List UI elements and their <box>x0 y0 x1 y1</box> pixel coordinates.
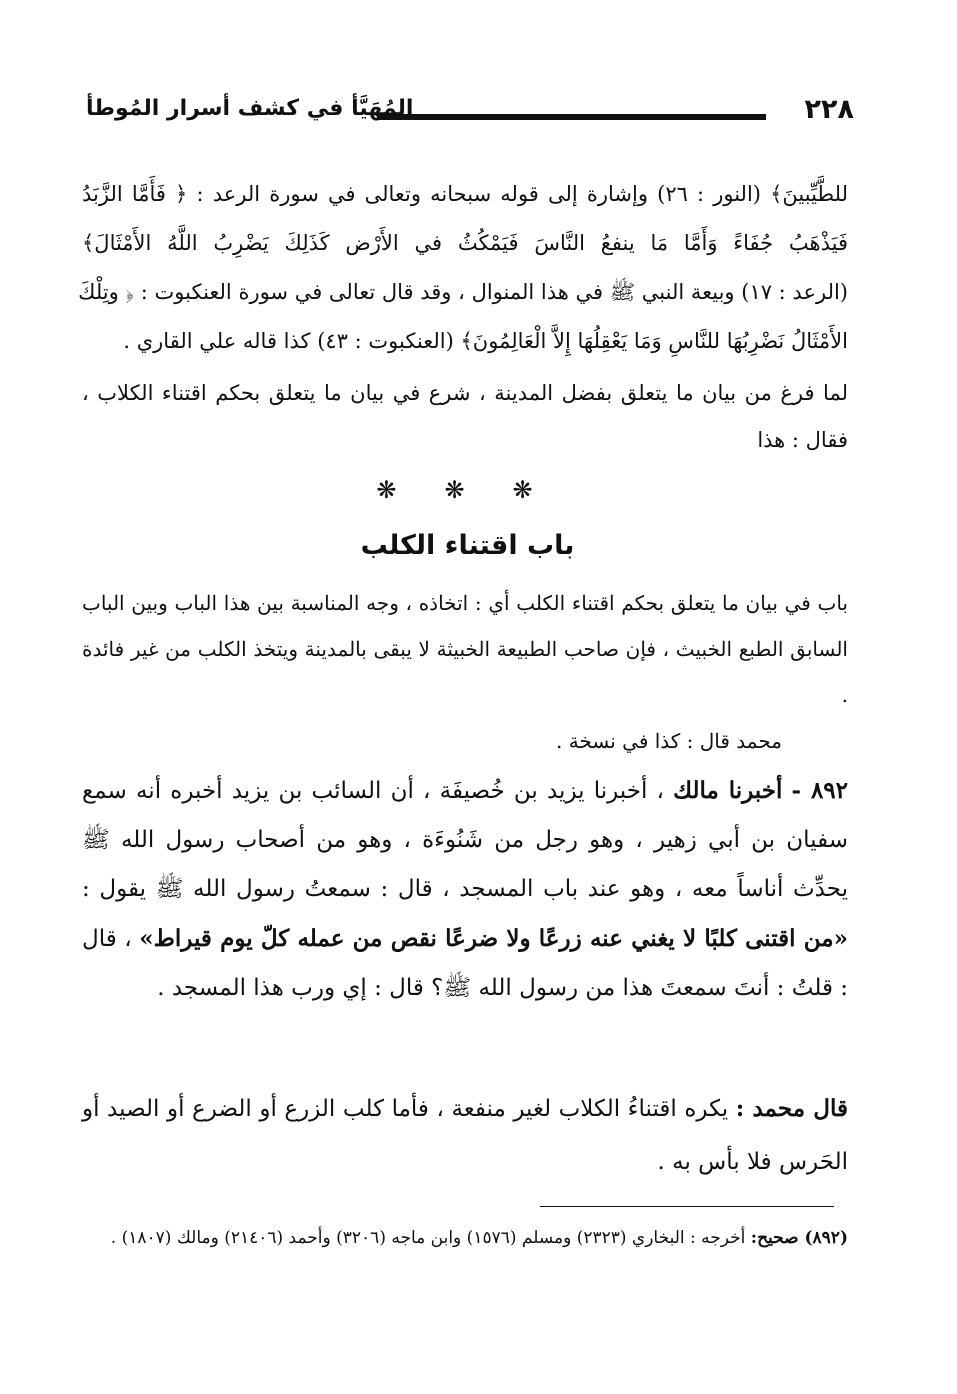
footnote-rule <box>540 1206 834 1207</box>
muhammad-lead: قال محمد : <box>735 1095 848 1122</box>
hadith-paragraph <box>82 766 848 1013</box>
hadith-ending: ، قال : قلتُ : أنتَ سمعتَ هذا من رسول الله ﷺ؟ قال : إي ورب هذا المسجد . <box>82 926 848 1001</box>
intro-line: فَيَذْهَبُ جُفَاءً وَأَمَّا مَا ينفعُ النَّاسَ فَيَمْكُثُ في الأَرْض كَذَلِكَ يَضْرِبُ اللَّهُ الأَمْثَالَ﴾ <box>82 231 848 255</box>
intro-line: للطَّيِّبينَ﴾ (النور : ٢٦) وإشارة إلى قوله سبحانه وتعالى في سورة الرعد : ﴿ فَأَمَّا الزَّبَدُ <box>82 182 848 206</box>
hadith-chain: ، أخبرنا يزيد بن خُصيفَة ، أن السائب بن يزيد أخبره أنه سمع سفيان بن أبي زهير ، وهو رجل من شَنُوءَة ، وهو من أصحاب رسول الله ﷺ يحدِّث أناساً معه ، وهو عند باب المسجد ، قال : سمعتُ رسول الله ﷺ يقول : <box>82 778 848 902</box>
running-title: المُهَيَّأ في كشف أسرار المُوطأ <box>86 96 414 121</box>
chapter-commentary: باب في بيان ما يتعلق بحكم اقتناء الكلب أي : اتخاذه ، وجه المناسبة بين هذا الباب وبين الباب السابق الطبع الخبيث ، فإن صاحب الطبيعة الخبيثة لا يبقى بالمدينة ويتخذ الكلب من غير فائدة . <box>82 591 848 707</box>
hadith-quote: «من اقتنى كلبًا لا يغني عنه زرعًا ولا ضرعًا نقص من عمله كلّ يوم قيراط» <box>139 925 849 952</box>
intro-paragraph <box>78 170 848 366</box>
section-separator: ❋❋❋ <box>376 476 581 504</box>
hadith-chain-lead: أخبرنا مالك <box>673 777 783 804</box>
transition-paragraph: لما فرغ من بيان ما يتعلق بفضل المدينة ، شرع في بيان ما يتعلق بحكم اقتناء الكلاب ، فقال : هذا <box>82 381 848 452</box>
intro-line: (الرعد : ١٧) وبيعة النبي ﷺ في هذا المنوال ، وقد قال تعالى في سورة العنكبوت : ﴿ وتِلْكَ <box>78 280 848 304</box>
intro-line: الأَمْثَالُ نَضْرِبُهَا للنَّاسِ وَمَا يَعْقِلُهَا إِلاَّ الْعَالِمُونَ﴾ (العنكبوت : ٤٣) كذا قاله علي القاري . <box>123 329 848 353</box>
muhammad-text: يكره اقتناءُ الكلاب لغير منفعة ، فأما كلب الزرع أو الضرع أو الصيد أو الحَرس فلا بأس به . <box>82 1096 848 1175</box>
muhammad-comment <box>82 1082 848 1189</box>
hadith-number: ٨٩٢ - <box>791 777 848 804</box>
header-rule <box>378 114 766 120</box>
footnote-text: أخرجه : البخاري (٢٣٢٣) ومسلم (١٥٧٦) وابن ماجه (٣٢٠٦) وأحمد (٢١٤٠٦) ومالك (١٨٠٧) . <box>110 1228 751 1248</box>
manuscript-note: محمد قال : كذا في نسخة . <box>556 729 782 753</box>
footnote-label: (٨٩٢) صحيح: <box>750 1228 848 1248</box>
chapter-title: باب اقتناء الكلب <box>360 530 575 561</box>
footnote <box>82 1220 848 1256</box>
running-header <box>86 94 854 134</box>
page-number: ٢٢٨ <box>804 94 854 125</box>
